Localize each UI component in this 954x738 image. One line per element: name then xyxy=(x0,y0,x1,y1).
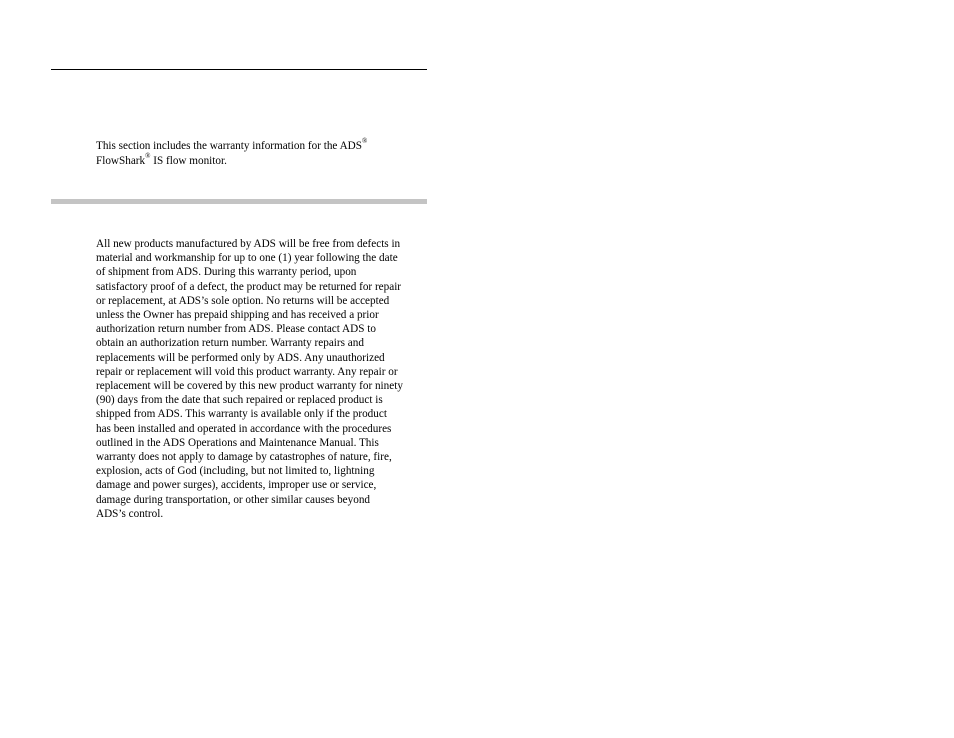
intro-paragraph xyxy=(96,139,426,169)
warranty-line: of shipment from ADS. During this warranty period, upon xyxy=(96,266,357,279)
warranty-paragraph xyxy=(96,237,432,521)
warranty-line: explosion, acts of God (including, but not limited to, lightning xyxy=(96,465,375,478)
warranty-line: authorization return number from ADS. Please contact ADS to xyxy=(96,323,376,336)
warranty-line: All new products manufactured by ADS will be free from defects in xyxy=(96,238,401,250)
intro-line-1-text: This section includes the warranty information for the ADS xyxy=(96,140,362,152)
warranty-line: replacements will be performed only by ADS. Any unauthorized xyxy=(96,351,385,364)
warranty-line: (90) days from the date that such repaired or replaced product is xyxy=(96,394,383,407)
warranty-line: unless the Owner has prepaid shipping and has received a prior xyxy=(96,309,379,322)
warranty-line: damage and power surges), accidents, improper use or service, xyxy=(96,479,377,492)
registered-mark: ® xyxy=(145,152,151,161)
warranty-line: obtain an authorization return number. Warranty repairs and xyxy=(96,337,364,350)
warranty-line: material and workmanship for up to one (1) year following the date xyxy=(96,252,398,265)
warranty-line: or replacement, at ADS’s sole option. No returns will be accepted xyxy=(96,294,390,307)
intro-line-2 xyxy=(96,154,426,169)
warranty-line: satisfactory proof of a defect, the product may be returned for repair xyxy=(96,280,402,293)
warranty-line: damage during transportation, or other similar causes beyond xyxy=(96,493,371,506)
intro-product-name: FlowShark xyxy=(96,155,146,167)
warranty-line: has been installed and operated in accordance with the procedures xyxy=(96,422,392,435)
warranty-line: replacement will be covered by this new product warranty for ninety xyxy=(96,380,403,393)
warranty-line: outlined in the ADS Operations and Maintenance Manual. This xyxy=(96,436,379,449)
warranty-line: warranty does not apply to damage by catastrophes of nature, fire, xyxy=(96,451,392,464)
intro-line-2-text: IS flow monitor. xyxy=(150,155,227,167)
warranty-line: repair or replacement will void this product warranty. Any repair or xyxy=(96,365,398,378)
registered-mark: ® xyxy=(361,137,368,146)
warranty-line: ADS’s control. xyxy=(96,507,164,520)
warranty-line: shipped from ADS. This warranty is available only if the product xyxy=(96,408,387,421)
section-divider xyxy=(51,199,427,204)
top-rule xyxy=(51,69,427,70)
